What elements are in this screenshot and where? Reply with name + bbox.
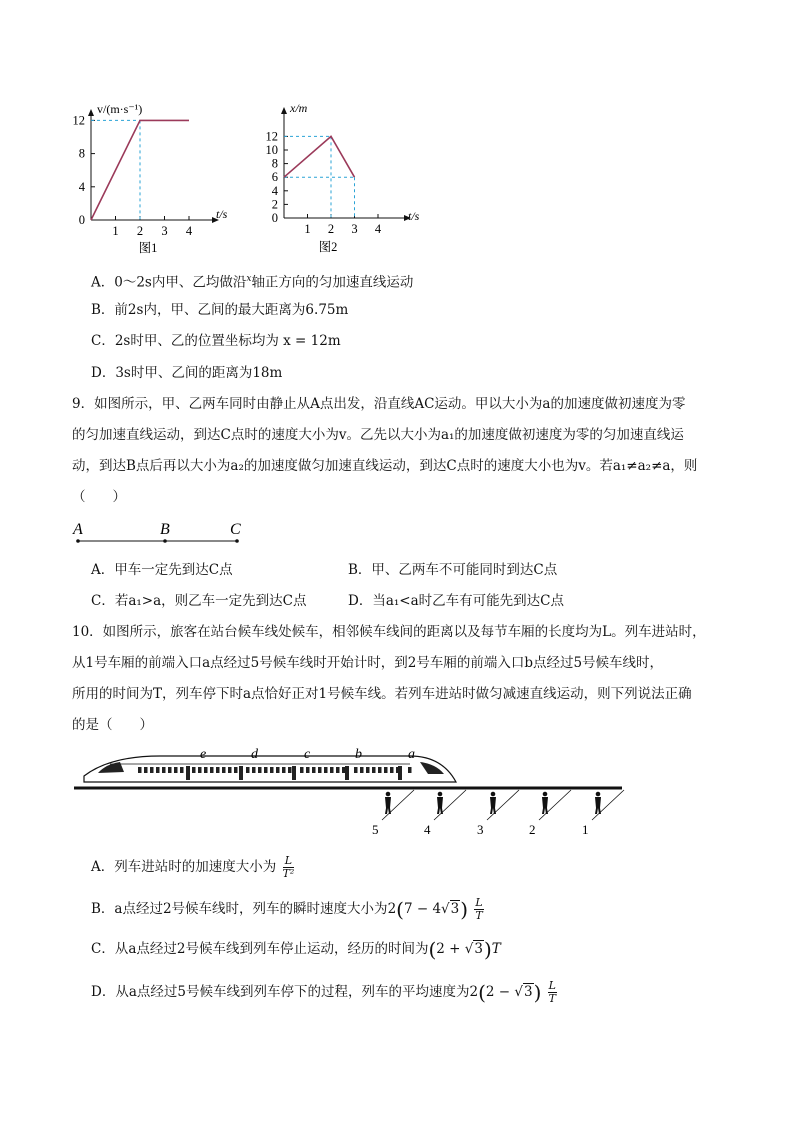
q10-a-den: T² bbox=[282, 867, 295, 880]
passenger-body bbox=[385, 797, 391, 814]
fig2-ylabel: x/m bbox=[290, 101, 308, 115]
q9-option-b: B．甲、乙两车不可能同时到达C点 bbox=[348, 562, 558, 578]
train-window bbox=[138, 767, 142, 773]
train-window bbox=[276, 767, 280, 773]
train-door bbox=[239, 766, 243, 780]
fig2-xtick-label: 1 bbox=[304, 222, 311, 236]
train-window bbox=[408, 767, 412, 773]
train-window bbox=[174, 767, 178, 773]
q10-option-d: D．从a点经过5号候车线到列车停下的过程，列车的平均速度为2(2 − √3) $\frac{L}{T}$ bbox=[91, 979, 556, 1005]
q9-stem-line1: 9．如图所示，甲、乙两车同时由静止从A点出发，沿直线AC运动。甲以大小为a的加速度做初速度为零 bbox=[72, 396, 686, 412]
train-window bbox=[210, 767, 214, 773]
q10-d-inner: 2 − bbox=[485, 984, 515, 1000]
q9-option-c: C．若a₁>a，则乙车一定先到达C点 bbox=[91, 593, 307, 609]
q10-stem-line3: 所用的时间为T，列车停下时a点恰好正对1号候车线。若列车进站时做匀减速直线运动，则下列说法正确 bbox=[72, 686, 692, 702]
q8-option-a-x: x bbox=[246, 274, 252, 284]
train-window bbox=[252, 767, 256, 773]
train-window bbox=[342, 767, 346, 773]
q10-stem bbox=[72, 617, 732, 741]
q10-c-sqrt: 3 bbox=[474, 941, 483, 957]
fig2-ytick-label: 2 bbox=[271, 197, 278, 212]
train-window bbox=[324, 767, 328, 773]
train-window bbox=[168, 767, 172, 773]
q10-b-inner: 7 − 4 bbox=[403, 901, 442, 917]
car-label-c: c bbox=[304, 747, 311, 762]
q10-b-coef: 2 bbox=[387, 901, 397, 917]
q10-c-t: T bbox=[491, 941, 501, 957]
q9-stem-line2: 的匀加速直线运动，到达C点时的速度大小为v。乙先以大小为a₁的加速度做初速度为零的匀加速直线运 bbox=[72, 427, 684, 443]
fig1-ytick-label: 4 bbox=[78, 179, 85, 194]
train-window bbox=[336, 767, 340, 773]
q10-option-c: C．从a点经过2号候车线到列车停止运动，经历的时间为(2 + √3)T bbox=[91, 937, 501, 962]
line-number-3: 3 bbox=[477, 822, 484, 837]
fig2-ytick-label: 6 bbox=[271, 170, 278, 185]
train-door bbox=[345, 766, 349, 780]
q10-b-sqrt: 3 bbox=[450, 901, 460, 917]
q10-option-a-fraction bbox=[283, 855, 295, 880]
q10-option-b: B．a点经过2号候车线时，列车的瞬时速度大小为2(7 − 4√3) $\frac{L}{T}$ bbox=[91, 896, 483, 922]
q9-point-b: B bbox=[160, 521, 170, 538]
train-window bbox=[156, 767, 160, 773]
q8-option-a-pre: A．0～2s内甲、乙均做沿 bbox=[91, 274, 247, 291]
fig1-caption: 图1 bbox=[138, 241, 158, 255]
q9-stem-line3: 动，到达B点后再以大小为a₂的加速度做匀加速直线运动，到达C点时的速度大小也为v。若a₁≠a₂≠a，则 bbox=[72, 458, 698, 474]
train-window bbox=[264, 767, 268, 773]
q10-stem-line1: 10．如图所示，旅客在站台候车线处候车，相邻候车线间的距离以及每节车厢的长度均为L。列车进站时， bbox=[72, 624, 706, 640]
q8-option-b: B．前2s内，甲、乙间的最大距离为6.75m bbox=[91, 302, 349, 318]
train-window bbox=[282, 767, 286, 773]
fig1-ytick-label: 0 bbox=[78, 213, 85, 227]
train-window bbox=[222, 767, 226, 773]
train-window bbox=[270, 767, 274, 773]
q10-stem-line4: 的是（ ） bbox=[72, 717, 153, 733]
q10-option-b-text: B．a点经过2号候车线时，列车的瞬时速度大小为 bbox=[91, 901, 388, 917]
fig2-ytick-label: 12 bbox=[265, 129, 278, 144]
train-window bbox=[246, 767, 250, 773]
train-window bbox=[366, 767, 370, 773]
q9-stem bbox=[72, 389, 732, 513]
train-window bbox=[204, 767, 208, 773]
q8-option-a-post: 轴正方向的匀加速直线运动 bbox=[251, 274, 414, 291]
train-window bbox=[144, 767, 148, 773]
train-window bbox=[306, 767, 310, 773]
train-window bbox=[360, 767, 364, 773]
train-window bbox=[198, 767, 202, 773]
fig1-xlabel: t/s bbox=[216, 207, 228, 221]
passenger-head bbox=[543, 792, 548, 797]
fig2-xlabel: t/s bbox=[408, 209, 420, 223]
train-window bbox=[318, 767, 322, 773]
q9-line-diagram bbox=[70, 514, 260, 554]
fig2-ytick-label: 0 bbox=[271, 211, 278, 225]
train-window bbox=[372, 767, 376, 773]
train-window bbox=[288, 767, 292, 773]
q8-option-a bbox=[91, 264, 413, 298]
fig2-ytick-label: 4 bbox=[271, 183, 278, 198]
q10-d-coef: 2 bbox=[469, 984, 479, 1000]
q9-stem-line4: （ ） bbox=[72, 489, 126, 505]
train-window bbox=[216, 767, 220, 773]
q9-point-c: C bbox=[230, 521, 241, 538]
q10-d-num: L bbox=[548, 979, 556, 992]
train-window bbox=[354, 767, 358, 773]
fig1-xtick-label: 1 bbox=[112, 224, 119, 238]
fig1-ylabel: v/(m·s⁻¹) bbox=[97, 102, 143, 116]
q9-point-a: A bbox=[73, 521, 83, 538]
train-window bbox=[162, 767, 166, 773]
passenger-body bbox=[490, 797, 496, 814]
q10-b-num: L bbox=[475, 896, 483, 909]
train-door bbox=[292, 766, 296, 780]
train-window bbox=[312, 767, 316, 773]
line-number-4: 4 bbox=[424, 822, 431, 837]
fig2-xtick-label: 3 bbox=[351, 222, 358, 236]
q8-option-d: D．3s时甲、乙间的距离为18m bbox=[91, 365, 283, 381]
train-window bbox=[384, 767, 388, 773]
fig2-xtick-label: 2 bbox=[327, 222, 335, 236]
line-number-2: 2 bbox=[529, 822, 536, 837]
car-label-a: a bbox=[408, 747, 415, 762]
q10-train-diagram bbox=[70, 742, 630, 842]
q10-option-a bbox=[91, 850, 294, 884]
fig1-xtick-label: 4 bbox=[185, 224, 193, 238]
fig1-xtick-label: 2 bbox=[136, 224, 144, 238]
train-window bbox=[234, 767, 238, 773]
passenger-head bbox=[596, 792, 601, 797]
q9-dot-b bbox=[163, 539, 167, 543]
q9-dot-a bbox=[76, 539, 80, 543]
train-window bbox=[300, 767, 304, 773]
train-window bbox=[180, 767, 184, 773]
line-number-1: 1 bbox=[582, 822, 589, 837]
fig1-xtick-label: 3 bbox=[161, 224, 168, 238]
q10-option-d-text: D．从a点经过5号候车线到列车停下的过程，列车的平均速度为 bbox=[91, 984, 470, 1000]
q10-option-a-text: A．列车进站时的加速度大小为 bbox=[91, 859, 277, 875]
car-label-e: e bbox=[200, 747, 207, 762]
car-label-d: d bbox=[251, 747, 258, 762]
q10-option-c-text: C．从a点经过2号候车线到列车停止运动，经历的时间为 bbox=[91, 941, 429, 957]
train-window bbox=[390, 767, 394, 773]
q10-option-b-fraction bbox=[474, 897, 483, 922]
q10-a-num: L bbox=[283, 855, 295, 868]
q9-dot-c bbox=[235, 539, 239, 543]
train-window bbox=[228, 767, 232, 773]
fig2-series-line bbox=[284, 136, 355, 177]
train-door bbox=[398, 766, 402, 780]
q10-stem-line2: 从1号车厢的前端入口a点经过5号候车线时开始计时，到2号车厢的前端入口b点经过5号候车线时， bbox=[72, 655, 664, 671]
train-window bbox=[150, 767, 154, 773]
passenger-head bbox=[438, 792, 443, 797]
train-window bbox=[192, 767, 196, 773]
q8-option-c: C．2s时甲、乙的位置坐标均为 x = 12m bbox=[91, 333, 341, 349]
q10-c-inner: 2 + bbox=[436, 941, 465, 957]
fig2-ytick-label: 8 bbox=[271, 156, 278, 171]
fig2-caption: 图2 bbox=[318, 240, 338, 254]
fig2-ytick-label: 10 bbox=[265, 143, 278, 157]
train-window bbox=[330, 767, 334, 773]
car-label-b: b bbox=[355, 747, 362, 762]
q9-option-d: D．当a₁<a时乙车有可能先到达C点 bbox=[348, 593, 564, 609]
passenger-head bbox=[386, 792, 391, 797]
passenger-head bbox=[491, 792, 496, 797]
fig1-ytick-label: 8 bbox=[78, 146, 85, 161]
train-door bbox=[186, 766, 190, 780]
train-window bbox=[258, 767, 262, 773]
q10-d-den: T bbox=[548, 992, 556, 1005]
passenger-body bbox=[437, 797, 443, 814]
line-number-5: 5 bbox=[372, 822, 379, 837]
fig2-xtick-label: 4 bbox=[374, 222, 382, 236]
passenger-body bbox=[542, 797, 548, 814]
passenger-body bbox=[595, 797, 601, 814]
figure-1-vt-graph bbox=[60, 96, 240, 266]
q10-option-d-fraction bbox=[548, 980, 557, 1005]
train-window bbox=[378, 767, 382, 773]
q10-d-sqrt: 3 bbox=[523, 984, 533, 1000]
q10-b-den: T bbox=[475, 909, 483, 922]
fig1-ytick-label: 12 bbox=[72, 113, 85, 128]
figure-2-xt-graph bbox=[258, 96, 438, 266]
q9-option-a: A．甲车一定先到达C点 bbox=[91, 562, 233, 578]
